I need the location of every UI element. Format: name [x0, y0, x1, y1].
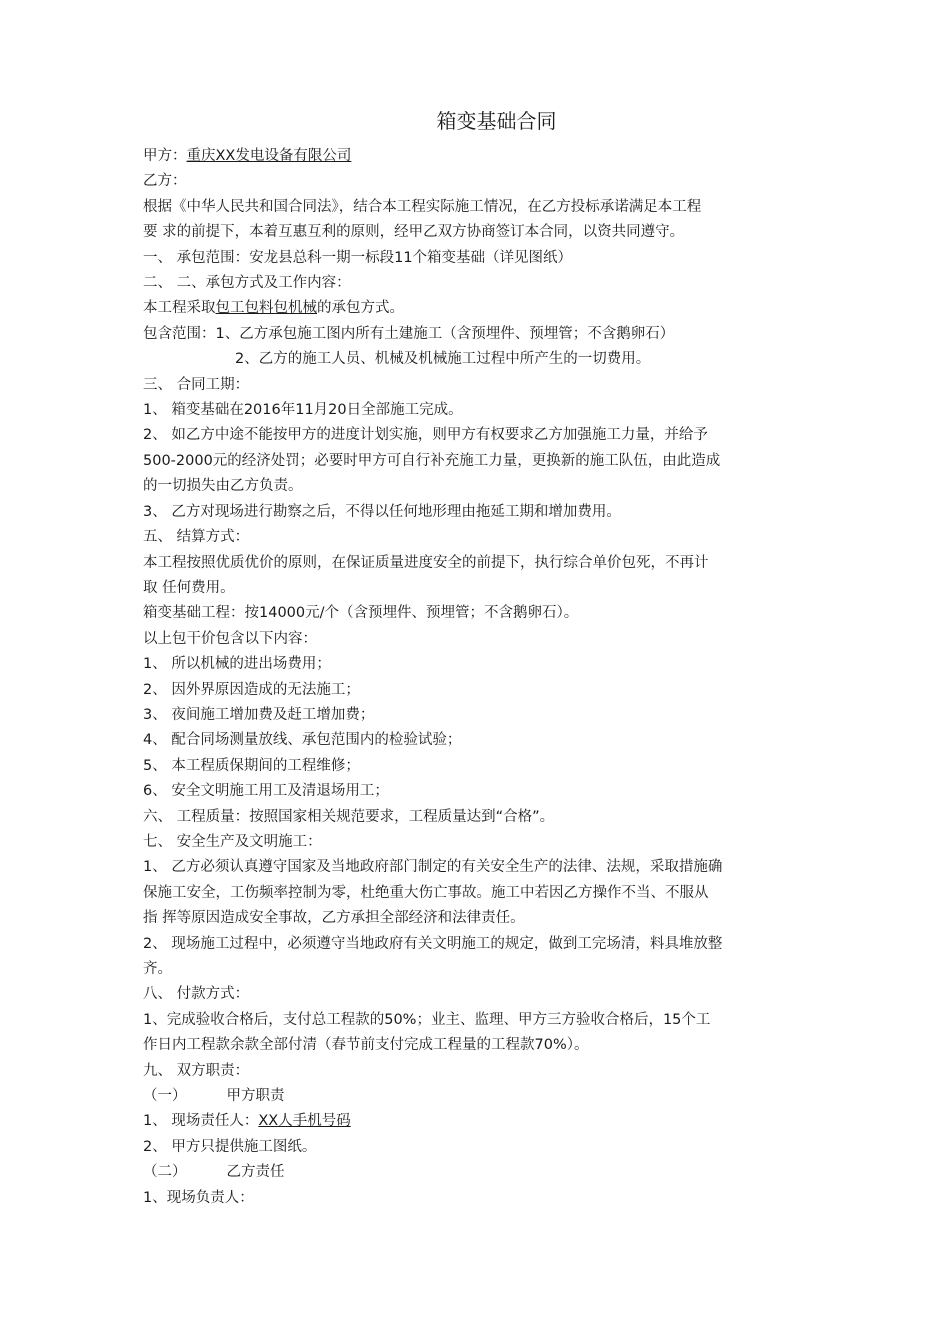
section-7-heading: 七、 安全生产及文明施工：	[143, 833, 322, 850]
party-b-line: 乙方：	[143, 173, 187, 190]
section-9-a-title: 甲方职责	[226, 1088, 285, 1105]
section-1-scope: 一、 承包范围：安龙县总科一期一标段11个箱变基础（详见图纸）	[143, 249, 573, 266]
section-2-heading: 二、 二、承包方式及工作内容：	[143, 275, 351, 292]
section-5-item-5: 5、 本工程质保期间的工程维修；	[143, 757, 360, 774]
party-a-label: 甲方：	[143, 148, 187, 164]
section-3-item-3: 3、 乙方对现场进行勘察之后，不得以任何地形理由拖延工期和增加费用。	[143, 503, 621, 520]
section-3-item-2a: 2、 如乙方中途不能按甲方的进度计划实施，则甲方有权要求乙方加强施工力量，并给予	[143, 427, 708, 444]
section-5-item-3: 3、 夜间施工增加费及赶工增加费；	[143, 706, 375, 723]
section-6-quality: 六、 工程质量：按照国家相关规范要求，工程质量达到“合格”。	[143, 808, 555, 825]
mode-prefix: 本工程采取	[143, 300, 216, 317]
section-5-item-1: 1、 所以机械的进出场费用；	[143, 656, 331, 673]
intro-line-2: 要 求的前提下，本着互惠互利的原则，经甲乙双方协商签订本合同，以资共同遵守。	[143, 224, 685, 241]
section-5-includes: 以上包干价包含以下内容：	[143, 630, 317, 647]
section-2-mode	[143, 296, 830, 321]
section-9-heading: 九、 双方职责：	[143, 1062, 250, 1079]
section-8-heading: 八、 付款方式：	[143, 986, 250, 1003]
section-7-item-1b: 保施工安全，工伤频率控制为零，杜绝重大伤亡事故。施工中若因乙方操作不当、不服从	[143, 884, 709, 901]
mode-suffix: 的承包方式。	[317, 300, 404, 317]
document-title: 箱变基础合同	[436, 109, 557, 133]
section-7-item-1c: 指 挥等原因造成安全事故，乙方承担全部经济和法律责任。	[143, 910, 525, 927]
party-a-line	[143, 144, 830, 169]
section-9-a-label: （一）	[143, 1088, 187, 1105]
section-3-heading: 三、 合同工期：	[143, 376, 250, 393]
party-a-name: 重庆XX发电设备有限公司	[186, 148, 352, 164]
section-9-b-heading	[143, 1160, 830, 1185]
section-9-a-heading	[143, 1084, 830, 1109]
section-5-heading: 五、 结算方式：	[143, 529, 250, 546]
section-8-text-b: 作日内工程款余款全部付清（春节前支付完成工程量的工程款70%）。	[143, 1037, 589, 1054]
responsible-underlined: XX人手机号码	[258, 1113, 351, 1130]
section-3-item-2c: 的一切损失由乙方负责。	[143, 478, 303, 495]
section-5-text-b: 取 任何费用。	[143, 579, 235, 596]
section-8-text-a: 1、完成验收合格后，支付总工程款的50%；业主、监理、甲方三方验收合格后，15个工	[143, 1011, 711, 1028]
section-5-text-a: 本工程按照优质优价的原则，在保证质量进度安全的前提下，执行综合单价包死，不再计	[143, 554, 709, 571]
section-5-item-4: 4、 配合同场测量放线、承包范围内的检验试验；	[143, 732, 462, 749]
intro-line-1: 根据《中华人民共和国合同法》，结合本工程实际施工情况，在乙方投标承诺满足本工程	[143, 198, 702, 215]
section-9-b-item-1: 1、现场负责人：	[143, 1189, 254, 1206]
section-2-scope-2: 2、乙方的施工人员、机械及机械施工过程中所产生的一切费用。	[235, 351, 651, 368]
section-9-a-item-2: 2、 甲方只提供施工图纸。	[143, 1138, 317, 1155]
responsible-prefix: 1、 现场责任人：	[143, 1113, 259, 1130]
section-2-scope-1: 包含范围：1、乙方承包施工图内所有土建施工（含预埋件、预埋管；不含鹅卵石）	[143, 325, 675, 342]
section-3-item-1: 1、 箱变基础在2016年11月20日全部施工完成。	[143, 402, 463, 419]
section-7-item-2a: 2、 现场施工过程中，必须遵守当地政府有关文明施工的规定，做到工完场清，料具堆放整	[143, 935, 723, 952]
section-7-item-2b: 齐。	[143, 961, 172, 977]
section-9-b-label: （二）	[143, 1164, 187, 1181]
section-5-item-2: 2、 因外界原因造成的无法施工；	[143, 681, 360, 698]
section-3-item-2b: 500-2000元的经济处罚；必要时甲方可自行补充施工力量，更换新的施工队伍，由此造成	[143, 452, 721, 469]
section-5-price: 箱变基础工程：按14000元/个（含预埋件、预埋管；不含鹅卵石）。	[143, 605, 579, 622]
section-9-b-title: 乙方责任	[226, 1164, 285, 1181]
section-5-item-6: 6、 安全文明施工用工及清退场用工；	[143, 783, 389, 800]
section-9-a-item-1	[143, 1109, 830, 1134]
section-7-item-1a: 1、 乙方必须认真遵守国家及当地政府部门制定的有关安全生产的法律、法规，采取措施确	[143, 859, 723, 876]
mode-underlined: 包工包料包机械	[215, 300, 317, 317]
